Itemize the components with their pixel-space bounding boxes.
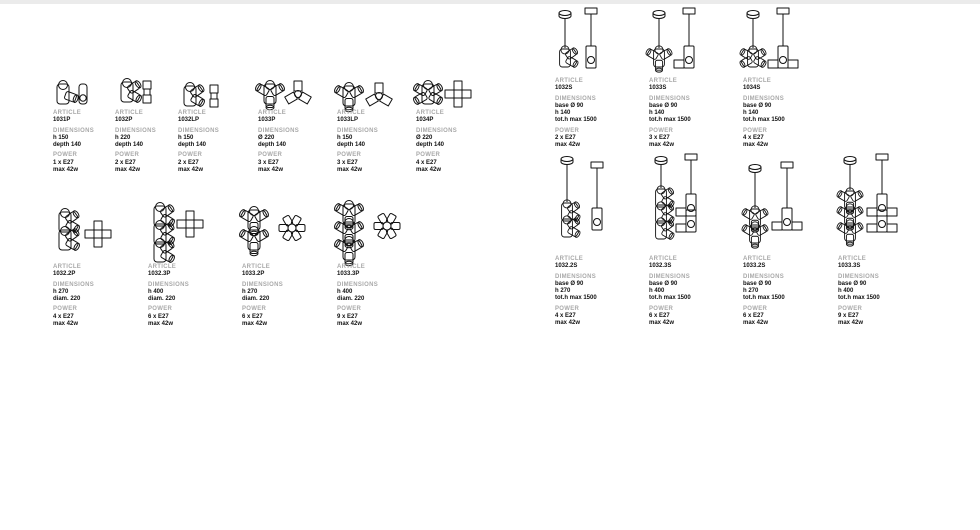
dimensions-label: DIMENSIONS [555,273,597,280]
product-spec [743,78,785,149]
product-spec [555,256,597,327]
dimension-value: diam. 220 [148,296,176,302]
article-value: 1033S [649,85,667,92]
article-label: ARTICLE [649,256,678,262]
article-value: 1034P [416,117,434,124]
article-label: ARTICLE [416,110,445,116]
dimension-value: depth 140 [258,142,287,148]
article-label: ARTICLE [258,110,287,116]
article-label: ARTICLE [337,110,366,116]
power-value: max 42w [258,166,284,173]
power-value: 3 x E27 [337,159,358,166]
dimensions-label: DIMENSIONS [53,281,95,288]
power-label: POWER [416,152,441,159]
dimension-value: h 150 [337,134,353,141]
product-spec [416,110,457,174]
power-label: POWER [53,152,78,159]
power-value: max 42w [838,320,864,326]
power-value: 3 x E27 [258,159,279,166]
article-label: ARTICLE [53,110,82,116]
dimension-value: diam. 220 [53,296,81,302]
lamp-1032-3P-icon [148,204,228,262]
power-label: POWER [649,305,674,312]
power-label: POWER [649,127,674,134]
product-spec [53,110,94,174]
article-label: ARTICLE [178,110,207,116]
power-value: 1 x E27 [53,159,74,166]
article-label: ARTICLE [649,78,678,84]
power-value: 3 x E27 [649,134,670,141]
power-value: 9 x E27 [337,313,358,320]
power-value: max 42w [53,166,79,173]
power-label: POWER [555,305,580,312]
dimensions-label: DIMENSIONS [242,281,284,288]
dimensions-label: DIMENSIONS [416,127,458,134]
dimensions-label: DIMENSIONS [258,127,300,134]
dimension-value: tot.h max 1500 [649,117,691,124]
dimensions-label: DIMENSIONS [743,95,785,102]
power-value: max 42w [649,320,675,326]
dimension-value: depth 140 [53,142,82,148]
dimension-value: base Ø 90 [743,280,772,287]
power-label: POWER [178,152,203,159]
power-value: max 42w [148,320,174,327]
dimension-value: diam. 220 [242,296,270,302]
article-value: 1032.3S [649,263,672,270]
power-label: POWER [258,152,283,159]
product-spec [53,264,94,328]
lamp-1033-3P-icon [337,204,417,262]
dimension-value: tot.h max 1500 [555,117,597,124]
dimension-value: depth 140 [337,142,366,148]
article-value: 1032LP [178,117,200,124]
article-value: 1033LP [337,117,359,124]
lamp-1033-2P-icon [242,204,322,262]
article-value: 1033.3S [838,263,861,270]
power-label: POWER [242,306,267,313]
power-value: max 42w [649,142,675,148]
article-value: 1033P [258,117,276,124]
dimension-value: depth 140 [416,142,445,148]
article-label: ARTICLE [743,256,772,262]
article-value: 1032P [115,117,133,124]
lamp-1032-2P-icon [53,204,133,262]
power-label: POWER [743,127,768,134]
dimension-value: Ø 220 [258,134,275,141]
power-value: 2 x E27 [178,159,199,166]
pendant-1034S-icon [743,8,823,76]
dimensions-label: DIMENSIONS [115,127,157,134]
product-spec [555,78,597,149]
power-value: max 42w [242,320,268,327]
power-value: 2 x E27 [115,159,136,166]
pendant-1033-3S-icon [838,154,918,254]
pendant-1033S-icon [649,8,729,76]
dimension-value: base Ø 90 [838,280,867,287]
article-value: 1033.2S [743,263,766,270]
article-value: 1032S [555,85,573,92]
article-value: 1032.3P [148,271,171,278]
dimensions-label: DIMENSIONS [555,95,597,102]
dimensions-label: DIMENSIONS [148,281,190,288]
power-value: max 42w [337,166,363,173]
article-value: 1033.3P [337,271,360,278]
dimension-value: tot.h max 1500 [838,295,880,302]
dimension-value: tot.h max 1500 [649,295,691,302]
product-spec [115,110,156,174]
pendant-1032S-icon [555,8,635,76]
dimensions-label: DIMENSIONS [337,281,379,288]
power-label: POWER [555,127,580,134]
dimension-value: h 270 [53,288,69,295]
power-value: max 42w [337,320,363,327]
lamp-1033LP-icon [337,74,417,108]
power-label: POWER [148,306,173,313]
power-value: max 42w [743,142,769,148]
product-spec [649,256,691,327]
dimension-value: h 400 [148,288,164,295]
product-spec [337,110,378,174]
dimension-value: tot.h max 1500 [555,295,597,302]
dimension-value: Ø 220 [416,134,433,141]
dimension-value: depth 140 [178,142,207,148]
pendant-1033-2S-icon [743,154,823,254]
lamp-1033P-icon [258,74,338,108]
article-label: ARTICLE [743,78,772,84]
dimensions-label: DIMENSIONS [178,127,220,134]
dimension-value: h 400 [337,288,353,295]
article-value: 1034S [743,85,761,92]
dimension-value: h 140 [649,110,665,116]
power-value: 2 x E27 [555,134,576,141]
power-value: 6 x E27 [242,313,263,320]
dimension-value: base Ø 90 [555,102,584,109]
article-label: ARTICLE [555,256,584,262]
dimension-value: h 270 [555,288,571,294]
product-spec [258,110,299,174]
power-value: max 42w [53,320,79,327]
article-value: 1031P [53,117,71,124]
dimension-value: h 140 [743,110,759,116]
pendant-1032-2S-icon [555,154,635,254]
dimension-value: h 140 [555,110,571,116]
lamp-1032LP-icon [178,74,258,108]
article-label: ARTICLE [242,264,271,270]
dimension-value: h 150 [53,134,69,141]
article-value: 1032.2S [555,263,578,270]
power-value: max 42w [555,142,581,148]
power-value: max 42w [555,320,581,326]
dimensions-label: DIMENSIONS [743,273,785,280]
power-value: 6 x E27 [743,312,764,319]
power-value: 4 x E27 [743,134,764,141]
product-spec [337,264,378,328]
power-value: 4 x E27 [53,313,74,320]
power-value: max 42w [115,166,141,173]
dimension-value: depth 140 [115,142,144,148]
dimensions-label: DIMENSIONS [649,273,691,280]
power-label: POWER [337,152,362,159]
product-spec [148,264,189,328]
power-value: 6 x E27 [649,312,670,319]
article-label: ARTICLE [337,264,366,270]
power-value: 4 x E27 [416,159,437,166]
product-spec [178,110,219,174]
dimension-value: tot.h max 1500 [743,117,785,124]
article-value: 1033.2P [242,271,265,278]
product-spec [743,256,785,327]
product-spec [649,78,691,149]
dimensions-label: DIMENSIONS [649,95,691,102]
dimensions-label: DIMENSIONS [337,127,379,134]
pendant-1032-3S-icon [649,154,729,254]
article-label: ARTICLE [555,78,584,84]
article-value: 1032.2P [53,271,76,278]
dimension-value: h 220 [115,134,131,141]
lamp-1034P-icon [416,74,496,108]
power-value: max 42w [743,320,769,326]
product-spec [838,256,880,327]
dimension-value: base Ø 90 [649,102,678,109]
dimension-value: base Ø 90 [555,280,584,287]
top-bar [0,0,980,4]
dimension-value: h 270 [743,288,759,294]
power-label: POWER [743,305,768,312]
power-value: 9 x E27 [838,312,859,319]
dimension-value: base Ø 90 [743,102,772,109]
power-label: POWER [115,152,140,159]
dimension-value: tot.h max 1500 [743,295,785,302]
article-label: ARTICLE [53,264,82,270]
power-label: POWER [53,306,78,313]
dimension-value: h 400 [838,288,854,294]
article-label: ARTICLE [838,256,867,262]
power-value: max 42w [178,166,204,173]
dimension-value: h 400 [649,288,665,294]
dimension-value: h 270 [242,288,258,295]
dimension-value: diam. 220 [337,296,365,302]
dimension-value: base Ø 90 [649,280,678,287]
power-label: POWER [337,306,362,313]
power-value: max 42w [416,166,442,173]
dimension-value: h 150 [178,134,194,141]
article-label: ARTICLE [115,110,144,116]
power-label: POWER [838,305,863,312]
article-label: ARTICLE [148,264,177,270]
power-value: 6 x E27 [148,313,169,320]
power-value: 4 x E27 [555,312,576,319]
dimensions-label: DIMENSIONS [838,273,880,280]
dimensions-label: DIMENSIONS [53,127,95,134]
product-spec [242,264,283,328]
